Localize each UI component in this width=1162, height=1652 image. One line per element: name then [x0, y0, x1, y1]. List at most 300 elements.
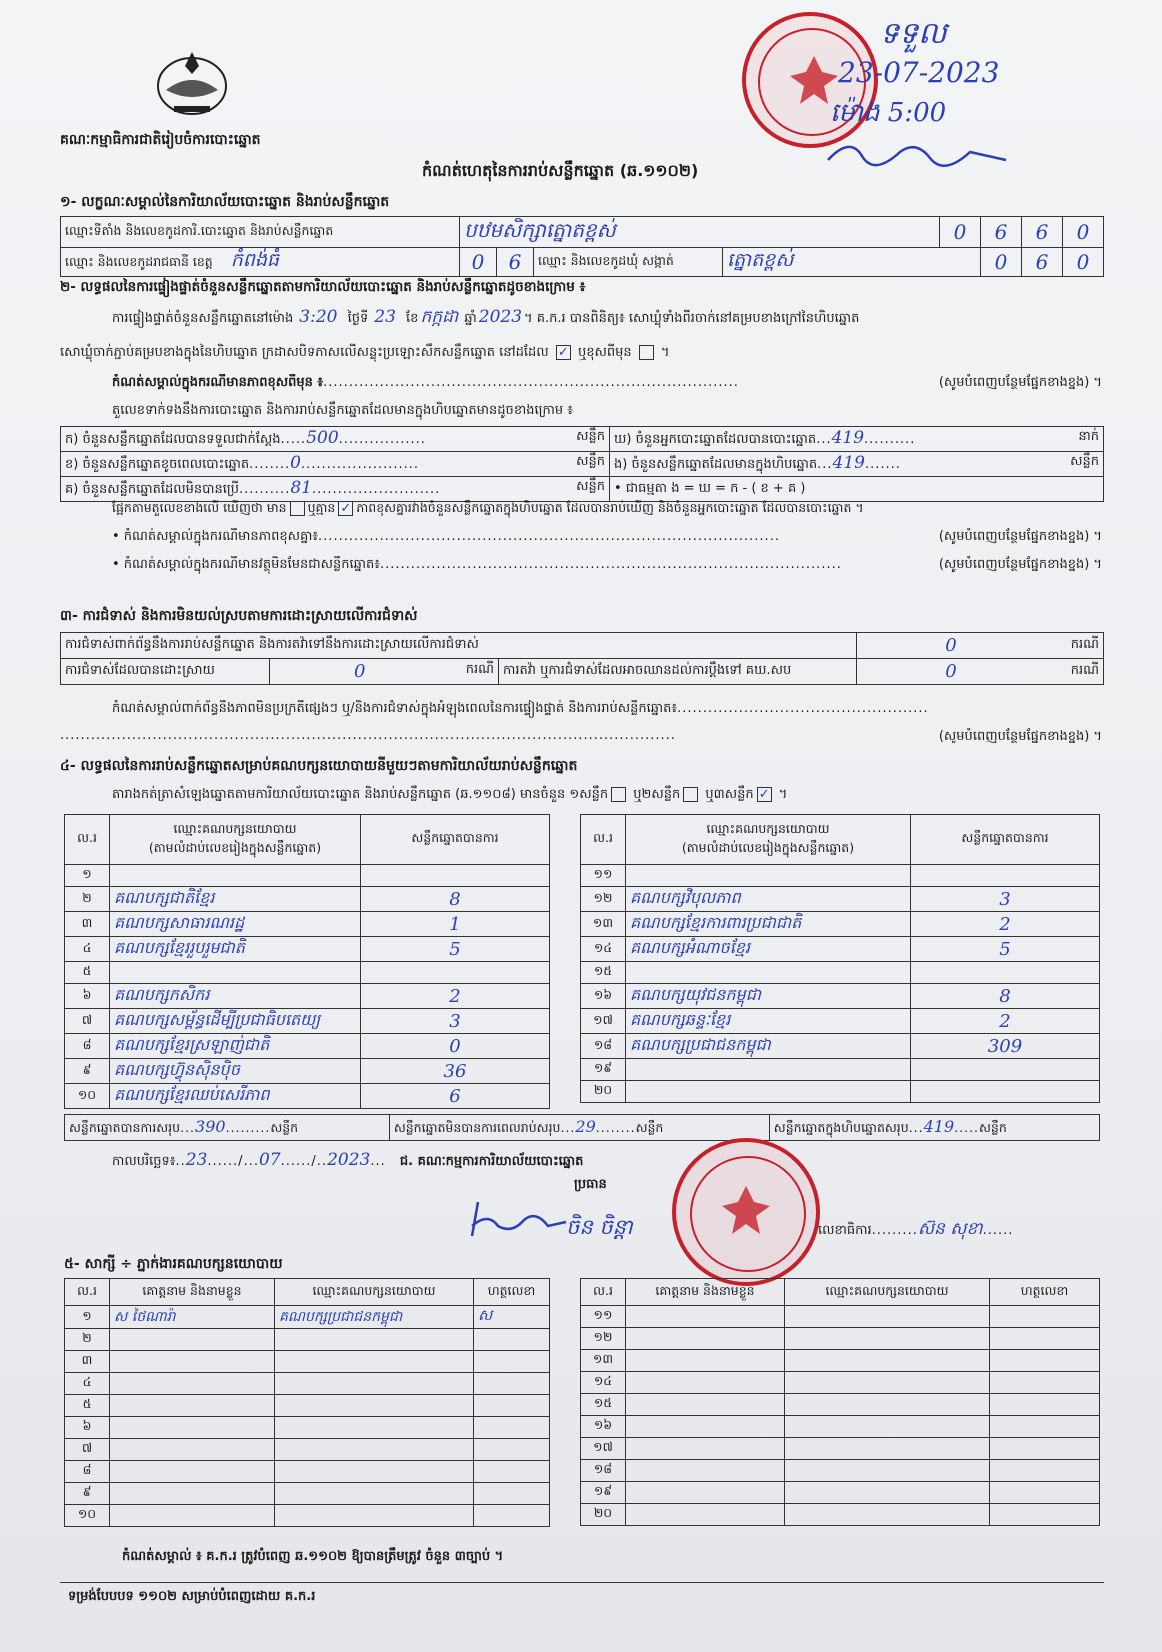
valid-votes: 3	[911, 887, 1100, 912]
witness-signature	[474, 1505, 550, 1527]
results-row	[581, 1009, 1100, 1034]
witness-party	[785, 1438, 990, 1460]
total-valid: 390	[195, 1116, 226, 1136]
witness-row	[581, 1350, 1100, 1372]
party-name: គណបក្សសាធារណរដ្ឋ	[110, 912, 361, 937]
witness-party	[275, 1483, 474, 1505]
witness-row	[65, 1461, 550, 1483]
row-number: ៥	[65, 962, 110, 984]
col-votes-header: សន្លឹកឆ្នោតបានការ	[911, 815, 1100, 865]
results-row	[65, 1009, 550, 1034]
witness-row	[65, 1373, 550, 1395]
resolved-value: 0	[354, 661, 366, 682]
received-date-handwriting: 23-07-2023	[838, 56, 1000, 89]
witness-name	[110, 1351, 275, 1373]
witness-signature	[474, 1351, 550, 1373]
received-time-handwriting: ម៉ោង 5:00	[830, 98, 947, 128]
note-diff-line: កំណត់សម្គាល់ក្នុងករណីមានភាពខុសពីមុន ៖................................................................................. (សូមបំពេញបន្ថែមផ្នែកខាងខ្នង) ។	[112, 374, 1102, 393]
witness-name	[626, 1460, 785, 1482]
witness-name	[626, 1482, 785, 1504]
witness-name	[110, 1395, 275, 1417]
party-name: គណបក្សខ្មែរឈប់សេរីភាព	[110, 1084, 361, 1109]
witness-signature: ស	[474, 1306, 550, 1329]
row-number: ១៩	[581, 1059, 626, 1081]
section-3-title: ៣- ការជំទាស់ និងការមិនយល់ស្របតាមការដោះស្រាយលើការជំទាស់	[60, 608, 418, 624]
received-signature	[820, 130, 1010, 170]
committee-seal-stamp	[672, 1138, 820, 1286]
results-table-left	[64, 814, 550, 1109]
party-name: គណបក្សអំណាចខ្មែរ	[626, 937, 911, 962]
witness-party	[275, 1505, 474, 1527]
results-row	[581, 962, 1100, 984]
row-number: ២	[65, 887, 110, 912]
objection-unit: ករណី	[1045, 633, 1104, 659]
witness-party: គណបក្សប្រជាជនកម្ពុជា	[275, 1306, 474, 1329]
row-number: ១២	[581, 1328, 626, 1350]
witness-row	[65, 1439, 550, 1461]
witness-col-sig: ហត្ថលេខា	[990, 1279, 1100, 1306]
row-number: ១	[65, 865, 110, 887]
results-row	[65, 912, 550, 937]
witness-signature	[990, 1438, 1100, 1460]
row-number: ១៦	[581, 1416, 626, 1438]
witness-col-name: គោត្តនាម និងនាមខ្លួន	[626, 1279, 785, 1306]
fig-c-label: គ) ចំនួនសន្លឹកឆ្នោតដែលមិនបានប្រើ	[65, 482, 239, 497]
valid-votes: 8	[361, 887, 550, 912]
location-code-4: 0	[1063, 217, 1104, 248]
witness-party	[275, 1329, 474, 1351]
fig-c-row: គ) ចំនួនសន្លឹកឆ្នោតដែលមិនបានប្រើ..........81......................... សន្លឹក	[61, 477, 610, 502]
valid-votes	[911, 865, 1100, 887]
witness-table-left	[64, 1278, 550, 1527]
row-number: ១	[65, 1306, 110, 1329]
witness-name	[626, 1350, 785, 1372]
row-number: ១៥	[581, 962, 626, 984]
sheets-1-label: តារាងកត់ត្រាសំឡេងឆ្នោតតាមការិយាល័យបោះឆ្នោត និងរាប់សន្លឹកឆ្នោត (ឆ.១១០៨) មានចំនួន ១សន្លឹក	[112, 787, 609, 802]
sheets-2-checkbox[interactable]	[683, 787, 698, 802]
witness-row	[581, 1416, 1100, 1438]
verify-year: 2023	[478, 307, 523, 327]
row-number: ១៣	[581, 912, 626, 937]
note-foreign-line: • កំណត់សម្គាល់ក្នុងករណីមានវត្ថុមិនមែនជាសន្លឹកឆ្នោត៖.......................................................................................... (សូមបំពេញបន្ថែមផ្នែកខាងខ្នង) ។	[112, 556, 1102, 575]
witness-party	[275, 1461, 474, 1483]
verify-line-1	[112, 306, 859, 331]
valid-votes: 2	[911, 1009, 1100, 1034]
row-number: ១៧	[581, 1438, 626, 1460]
row-number: ៣	[65, 912, 110, 937]
fig-c-unit: សន្លឹក	[576, 479, 605, 494]
fig-b-label: ខ) ចំនួនសន្លឹកឆ្នោតខូចពេលបោះឆ្នោត	[65, 457, 250, 472]
valid-votes: 3	[361, 1009, 550, 1034]
results-row	[581, 887, 1100, 912]
row-number: ១៥	[581, 1394, 626, 1416]
witness-signature	[990, 1350, 1100, 1372]
witness-signature	[990, 1306, 1100, 1328]
witness-row	[581, 1482, 1100, 1504]
location-code-2: 6	[981, 217, 1022, 248]
location-code-3: 6	[1022, 217, 1063, 248]
witness-name	[110, 1483, 275, 1505]
section-1-table	[60, 216, 1104, 277]
witness-party	[275, 1373, 474, 1395]
witness-signature	[474, 1461, 550, 1483]
witness-party	[275, 1395, 474, 1417]
witness-party	[785, 1350, 990, 1372]
party-name	[626, 962, 911, 984]
row-number: ១៩	[581, 1482, 626, 1504]
fig-b-row: ខ) ចំនួនសន្លឹកឆ្នោតខូចពេលបោះឆ្នោត........0....................... សន្លឹក	[61, 452, 610, 477]
results-row	[65, 887, 550, 912]
secretary-line: លេខាធិការ.........ស៊ន សុខា......	[818, 1219, 1014, 1239]
witness-row	[65, 1329, 550, 1351]
witness-name	[626, 1504, 785, 1526]
total-box-unit: សន្លឹក	[979, 1119, 1007, 1135]
note-difference-line: • កំណត់សម្គាល់ក្នុងករណីមានភាពខុសគ្នា៖.......................................................................................... (សូមបំពេញបន្ថែមផ្នែកខាងខ្នង) ។	[112, 528, 1102, 547]
witness-signature	[474, 1373, 550, 1395]
witness-row	[65, 1351, 550, 1373]
date-day: 23	[185, 1150, 208, 1170]
fill-hint-4: (សូមបំពេញបន្ថែមផ្នែកខាងខ្នង) ។	[938, 729, 1102, 743]
received-handwriting: ទទួល	[880, 16, 947, 51]
witness-signature	[990, 1372, 1100, 1394]
valid-votes: 36	[361, 1059, 550, 1084]
unchanged-checkbox[interactable]: ✓	[556, 345, 571, 360]
sheets-3-checkbox[interactable]: ✓	[757, 787, 772, 802]
total-invalid-label: សន្លឹកឆ្នោតមិនបានការពេលរាប់សរុប	[393, 1119, 561, 1135]
verify-line-1-end: ។ គ.ក.រ បានពិនិត្យ៖ សោឃ្លុំទាំងពីរចាក់នៅគម្របខាងក្រៅនៃហិបឆ្នោត	[524, 311, 860, 326]
diff-none-label: ឬគ្មាន	[307, 500, 336, 515]
irregularity-note-line-2: ........................................................................................................................ (សូមបំពេញបន្ថែមផ្នែកខាងខ្នង) ។	[60, 728, 1102, 743]
witness-signature	[990, 1328, 1100, 1350]
row-number: ១៧	[581, 1009, 626, 1034]
total-box-label: សន្លឹកឆ្នោតក្នុងហិបឆ្នោតសរុប	[773, 1119, 909, 1135]
results-row	[581, 1034, 1100, 1059]
witness-row	[581, 1372, 1100, 1394]
party-name: គណបក្សសម្ព័ន្ធដើម្បីប្រជាធិបតេយ្យ	[110, 1009, 361, 1034]
appeal-value: 0	[857, 659, 1046, 685]
witness-name	[110, 1373, 275, 1395]
row-number: ៨	[65, 1461, 110, 1483]
fig-d-value: 419	[831, 428, 865, 448]
witness-col-sig: ហត្ថលេខា	[474, 1279, 550, 1306]
col-no-header: ល.រ	[65, 815, 110, 865]
witness-party	[785, 1504, 990, 1526]
date-label: កាលបរិច្ឆេទ៖	[112, 1154, 176, 1169]
results-row	[581, 865, 1100, 887]
row-number: ២	[65, 1329, 110, 1351]
results-row	[65, 984, 550, 1009]
verify-month: កក្កដា	[420, 307, 459, 327]
witness-col-party: ឈ្មោះគណបក្សនយោបាយ	[785, 1279, 990, 1306]
objection-label: ការជំទាស់ពាក់ព័ន្ធនឹងការរាប់សន្លឹកឆ្នោត និងការតវ៉ាទៅនឹងការដោះស្រាយលើការជំទាស់	[61, 633, 857, 659]
section-1-title: ១- លក្ខណៈសម្គាល់នៃការិយាល័យបោះឆ្នោត និងរាប់សន្លឹកឆ្នោត	[60, 194, 390, 210]
valid-votes	[911, 1059, 1100, 1081]
results-table-right	[580, 814, 1100, 1103]
date-month: 07	[258, 1150, 281, 1170]
witness-name	[626, 1438, 785, 1460]
total-invalid-cell: សន្លឹកឆ្នោតមិនបានការពេលរាប់សរុប...29........សន្លឹក	[389, 1115, 769, 1141]
witness-name	[110, 1417, 275, 1439]
party-name	[626, 1081, 911, 1103]
col-no-header: ល.រ	[581, 815, 626, 865]
section-3-table	[60, 632, 1104, 685]
witness-table-right	[580, 1278, 1100, 1526]
results-row	[581, 984, 1100, 1009]
party-name: គណបក្សយុវជនកម្ពុជា	[626, 984, 911, 1009]
secretary-label: លេខាធិការ	[818, 1223, 872, 1238]
location-label: ឈ្មោះទីតាំង និងលេខកូដការិ.បោះឆ្នោត និងរាប់សន្លឹកឆ្នោត	[61, 217, 460, 248]
province-code-2: 6	[497, 248, 534, 277]
total-valid-label: សន្លឹកឆ្នោតបានការសរុប	[69, 1119, 181, 1135]
col-party-header	[626, 815, 911, 865]
row-number: ១០	[65, 1084, 110, 1109]
results-row	[581, 937, 1100, 962]
fill-hint-3: (សូមបំពេញបន្ថែមផ្នែកខាងខ្នង) ។	[938, 557, 1102, 572]
valid-votes: 2	[361, 984, 550, 1009]
witness-party	[785, 1416, 990, 1438]
witness-col-no: ល.រ	[581, 1279, 626, 1306]
fig-b-value: 0	[290, 453, 301, 473]
difference-line	[112, 500, 864, 519]
witness-col-no: ល.រ	[65, 1279, 110, 1306]
witness-row	[581, 1328, 1100, 1350]
party-name: គណបក្សឆន្ទៈខ្មែរ	[626, 1009, 911, 1034]
witness-party	[275, 1439, 474, 1461]
witness-signature	[474, 1483, 550, 1505]
witness-signature	[990, 1482, 1100, 1504]
col-votes-header: សន្លឹកឆ្នោតបានការ	[361, 815, 550, 865]
col-party-sub: (តាមលំដាប់លេខរៀងក្នុងសន្លឹកឆ្នោត)	[681, 839, 855, 855]
witness-row	[581, 1306, 1100, 1328]
valid-votes: 8	[911, 984, 1100, 1009]
chair-name: ចិន ចិន្តា	[566, 1215, 633, 1239]
sheets-count-line: តារាងកត់ត្រាសំឡេងឆ្នោតតាមការិយាល័យបោះឆ្នោត និងរាប់សន្លឹកឆ្នោត (ឆ.១១០៨) មានចំនួន ១សន្លឹក ឬ២សន្លឹក ឬ៣សន្លឹក ✓ ។	[112, 787, 788, 802]
party-name: គណបក្សជាតិខ្មែរ	[110, 887, 361, 912]
witness-row	[581, 1394, 1100, 1416]
row-number: ៦	[65, 984, 110, 1009]
witness-party	[785, 1394, 990, 1416]
valid-votes: 309	[911, 1034, 1100, 1059]
witness-name	[626, 1394, 785, 1416]
row-number: ៤	[65, 937, 110, 962]
row-number: ១០	[65, 1505, 110, 1527]
resolved-label: ការជំទាស់ដែលបានដោះស្រាយ	[61, 659, 270, 685]
valid-votes: 2	[911, 912, 1100, 937]
witness-party	[785, 1482, 990, 1504]
row-number: ៣	[65, 1351, 110, 1373]
results-row	[581, 1059, 1100, 1081]
section-4-title: ៤- លទ្ធផលនៃការរាប់សន្លឹកឆ្នោតសម្រាប់គណបក្សនយោបាយនីមួយៗតាមការិយាល័យរាប់សន្លឹកឆ្នោត	[60, 758, 578, 774]
witness-party	[275, 1417, 474, 1439]
national-emblem-logo	[152, 44, 232, 120]
results-row	[581, 912, 1100, 937]
province-value: កំពង់ធំ	[230, 249, 279, 271]
witness-party	[785, 1306, 990, 1328]
fig-e-value: 419	[832, 453, 865, 473]
sheets-3-label: ឬ៣សន្លឹក	[705, 787, 754, 802]
row-number: ១១	[581, 865, 626, 887]
witness-name: ស ថៃណារ៉ា	[110, 1306, 275, 1329]
witness-signature	[474, 1439, 550, 1461]
party-name: គណបក្សខ្មែរការពារប្រជាជាតិ	[626, 912, 911, 937]
witness-row	[581, 1438, 1100, 1460]
valid-votes: 5	[911, 937, 1100, 962]
row-number: ១៨	[581, 1034, 626, 1059]
total-valid-unit: សន្លឹក	[270, 1119, 299, 1135]
witness-signature	[990, 1394, 1100, 1416]
witness-name	[626, 1416, 785, 1438]
fig-d-row: ឃ) ចំនួនអ្នកបោះឆ្នោតដែលបានបោះឆ្នោត...419.......... នាក់	[610, 427, 1104, 452]
results-row	[65, 937, 550, 962]
note-difference-label: • កំណត់សម្គាល់ក្នុងករណីមានភាពខុសគ្នា៖	[112, 529, 319, 544]
witness-name	[110, 1461, 275, 1483]
formula: • ជាធម្មតា ង = ឃ = ក - ( ខ + គ )	[610, 477, 1104, 502]
verify-month-label: ខែ	[406, 311, 419, 326]
sheets-2-label: ឬ២សន្លឹក	[633, 787, 681, 802]
appeal-unit: ករណី	[1045, 659, 1104, 685]
party-name	[626, 865, 911, 887]
verify-time: 3:20	[299, 307, 338, 327]
witness-party	[785, 1460, 990, 1482]
total-invalid-unit: សន្លឹក	[635, 1119, 664, 1135]
verify-day: 23	[374, 307, 396, 327]
footer-divider	[60, 1582, 1104, 1583]
witness-name	[110, 1439, 275, 1461]
fig-e-unit: សន្លឹក	[1070, 454, 1099, 469]
diff-line-end: ភាពខុសគ្នារវាងចំនួនសន្លឹកឆ្នោតក្នុងហិបឆ្នោត ដែលបានរាប់ឃើញ និងចំនួនអ្នកបោះឆ្នោត ដែលបានបោះឆ្នោត ។	[356, 500, 864, 515]
witness-signature	[474, 1417, 550, 1439]
witness-name	[626, 1328, 785, 1350]
col-party-sub: (តាមលំដាប់លេខរៀងក្នុងសន្លឹកឆ្នោត)	[148, 839, 322, 855]
total-box: 419	[923, 1116, 955, 1136]
valid-votes: 0	[361, 1034, 550, 1059]
fig-e-label: ង) ចំនួនសន្លឹកឆ្នោតដែលមានក្នុងហិបឆ្នោត	[614, 457, 818, 472]
valid-votes: 1	[361, 912, 550, 937]
diff-none-checkbox[interactable]: ✓	[338, 501, 353, 516]
party-name: គណបក្សវិបុលភាព	[626, 887, 911, 912]
row-number: ៩	[65, 1483, 110, 1505]
party-name	[110, 962, 361, 984]
section-2-figures-table	[60, 426, 1104, 502]
witness-signature	[474, 1329, 550, 1351]
witness-col-name: គោត្តនាម និងនាមខ្លួន	[110, 1279, 275, 1306]
fill-hint-1: (សូមបំពេញបន្ថែមផ្នែកខាងខ្នង) ។	[938, 375, 1102, 390]
fig-e-row: ង) ចំនួនសន្លឹកឆ្នោតដែលមានក្នុងហិបឆ្នោត...419....... សន្លឹក	[610, 452, 1104, 477]
verify-year-label: ឆ្នាំ	[464, 311, 477, 326]
col-party-header	[110, 815, 361, 865]
witness-col-party: ឈ្មោះគណបក្សនយោបាយ	[275, 1279, 474, 1306]
province-label	[61, 248, 460, 277]
results-row	[65, 865, 550, 887]
fill-hint-2: (សូមបំពេញបន្ថែមផ្នែកខាងខ្នង) ។	[938, 529, 1102, 544]
row-number: ១២	[581, 887, 626, 912]
witness-row	[65, 1306, 550, 1329]
province-code-1: 0	[460, 248, 497, 277]
fig-d-unit: នាក់	[1078, 429, 1099, 444]
row-number: ៦	[65, 1417, 110, 1439]
commune-code-1: 0	[981, 248, 1022, 277]
commune-code-3: 0	[1063, 248, 1104, 277]
valid-votes: 5	[361, 937, 550, 962]
location-code-1: 0	[940, 217, 981, 248]
resolved-cell	[270, 659, 499, 685]
valid-votes: 6	[361, 1084, 550, 1109]
total-invalid: 29	[575, 1116, 596, 1136]
results-row	[581, 1081, 1100, 1103]
witness-party	[275, 1351, 474, 1373]
party-name	[626, 1059, 911, 1081]
row-number: ១៤	[581, 1372, 626, 1394]
party-name: គណបក្សខ្មែរស្រឡាញ់ជាតិ	[110, 1034, 361, 1059]
fig-d-label: ឃ) ចំនួនអ្នកបោះឆ្នោតដែលបានបោះឆ្នោត	[614, 432, 817, 447]
row-number: ១១	[581, 1306, 626, 1328]
date-year: 2023	[327, 1150, 371, 1170]
location-value: បឋមសិក្សាត្នោតខ្ពស់	[460, 217, 940, 248]
results-row	[65, 1059, 550, 1084]
irregularity-note-label: កំណត់សម្គាល់ពាក់ព័ន្ធនឹងភាពមិនប្រក្រតីផ្សេងៗ ឬ/និងការជំទាស់ក្នុងអំឡុងពេលនៃការផ្ទៀងផ្ទាត់ និងការរាប់សន្លឹកឆ្នោត៖	[112, 701, 678, 716]
witness-row	[65, 1505, 550, 1527]
col-party-title: ឈ្មោះគណបក្សនយោបាយ	[706, 820, 830, 836]
verify-time-label: ការផ្ទៀងផ្ទាត់ចំនួនសន្លឹកឆ្នោតនៅម៉ោង	[112, 311, 294, 326]
row-number: ១៨	[581, 1460, 626, 1482]
verify-line-2: សោឃ្លុំចាក់ភ្ជាប់គម្របខាងក្នុងនៃហិបឆ្នោត ក្រដាសបិទភាសលើសន្លុះប្រឡោះសឹកសន្លឹកឆ្នោត នៅដដែល ✓ ឬខុសពីមុន ។	[60, 345, 670, 360]
section-5-title: ៥- សាក្សី ÷ ភ្នាក់ងារគណបក្សនយោបាយ	[64, 1256, 283, 1272]
party-name	[110, 865, 361, 887]
commune-value: ត្នោតខ្ពស់	[723, 248, 981, 277]
witness-signature	[990, 1504, 1100, 1526]
fig-a-label: ក) ចំនួនសន្លឹកឆ្នោតដែលបានទទួលជាក់ស្តែង	[65, 432, 281, 447]
form-footer: ទម្រង់បែបបទ ១១០២ សម្រាប់បំពេញដោយ គ.ក.រ	[68, 1589, 316, 1604]
witness-party	[785, 1328, 990, 1350]
diff-has-checkbox[interactable]	[290, 501, 305, 516]
witness-signature	[990, 1460, 1100, 1482]
committee-label: ជ. គណៈកម្មការការិយាល័យបោះឆ្នោត	[399, 1154, 584, 1169]
results-totals-row	[64, 1114, 1100, 1141]
secretary-signature: ស៊ន សុខា	[917, 1219, 983, 1239]
fig-c-value: 81	[290, 478, 312, 498]
province-label-text: ឈ្មោះ និងលេខកូដរាជធានី ខេត្ត	[65, 254, 213, 269]
fig-a-row: ក) ចំនួនសន្លឹកឆ្នោតដែលបានទទួលជាក់ស្តែង.....500................. សន្លឹក	[61, 427, 610, 452]
note-foreign-label: • កំណត់សម្គាល់ក្នុងករណីមានវត្ថុមិនមែនជាសន្លឹកឆ្នោត៖	[112, 557, 380, 572]
valid-votes	[911, 1081, 1100, 1103]
changed-checkbox[interactable]	[639, 345, 654, 360]
seal-unchanged-label: សោឃ្លុំចាក់ភ្ជាប់គម្របខាងក្នុងនៃហិបឆ្នោត ក្រដាសបិទភាសលើសន្លុះប្រឡោះសឹកសន្លឹកឆ្នោត នៅដដែល	[60, 345, 549, 360]
appeal-label: ការតវ៉ា ឬការជំទាស់ដែលអាចឈានដល់ការប្តឹងទៅ គឃ.សប	[499, 659, 857, 685]
row-number: ៧	[65, 1009, 110, 1034]
org-name: គណៈកម្មាធិការជាតិរៀបចំការបោះឆ្នោត	[60, 132, 261, 148]
fig-a-value: 500	[306, 428, 339, 448]
party-name: គណបក្សកសិករ	[110, 984, 361, 1009]
sheets-1-checkbox[interactable]	[611, 787, 626, 802]
row-number: ៥	[65, 1395, 110, 1417]
row-number: ១៦	[581, 984, 626, 1009]
party-name: គណបក្សខ្មែររួបរួមជាតិ	[110, 937, 361, 962]
footnote: កំណត់សម្គាល់ ៖ គ.ក.រ ត្រូវបំពេញ ឆ.១១០២ ឱ្យបានត្រឹមត្រូវ ចំនួន ៣ច្បាប់ ។	[122, 1549, 504, 1564]
figures-intro: តួលេខទាក់ទងនឹងការបោះឆ្នោត និងការរាប់សន្លឹកឆ្នោតដែលមានក្នុងហិបឆ្នោតមានដូចខាងក្រោម ៖	[112, 403, 573, 418]
fig-b-unit: សន្លឹក	[576, 454, 605, 469]
row-number: ១៣	[581, 1350, 626, 1372]
witness-name	[110, 1505, 275, 1527]
witness-row	[65, 1395, 550, 1417]
row-number: ៨	[65, 1034, 110, 1059]
diff-has-label: ផ្អែកតាមតួលេខខាងលើ ឃើញថា មាន	[112, 500, 287, 515]
row-number: ២០	[581, 1504, 626, 1526]
total-box-cell: សន្លឹកឆ្នោតក្នុងហិបឆ្នោតសរុប...419.....សន្លឹក	[769, 1115, 1099, 1141]
witness-row	[65, 1417, 550, 1439]
col-party-title: ឈ្មោះគណបក្សនយោបាយ	[173, 820, 297, 836]
changed-label: ឬខុសពីមុន	[577, 345, 632, 360]
section-2-title: ២- លទ្ធផលនៃការផ្ទៀងផ្ទាត់ចំនួនសន្លឹកឆ្នោតតាមការិយាល័យបោះឆ្នោត និងរាប់សន្លឹកឆ្នោតដូចខាងក្រោម ៖	[60, 279, 586, 295]
